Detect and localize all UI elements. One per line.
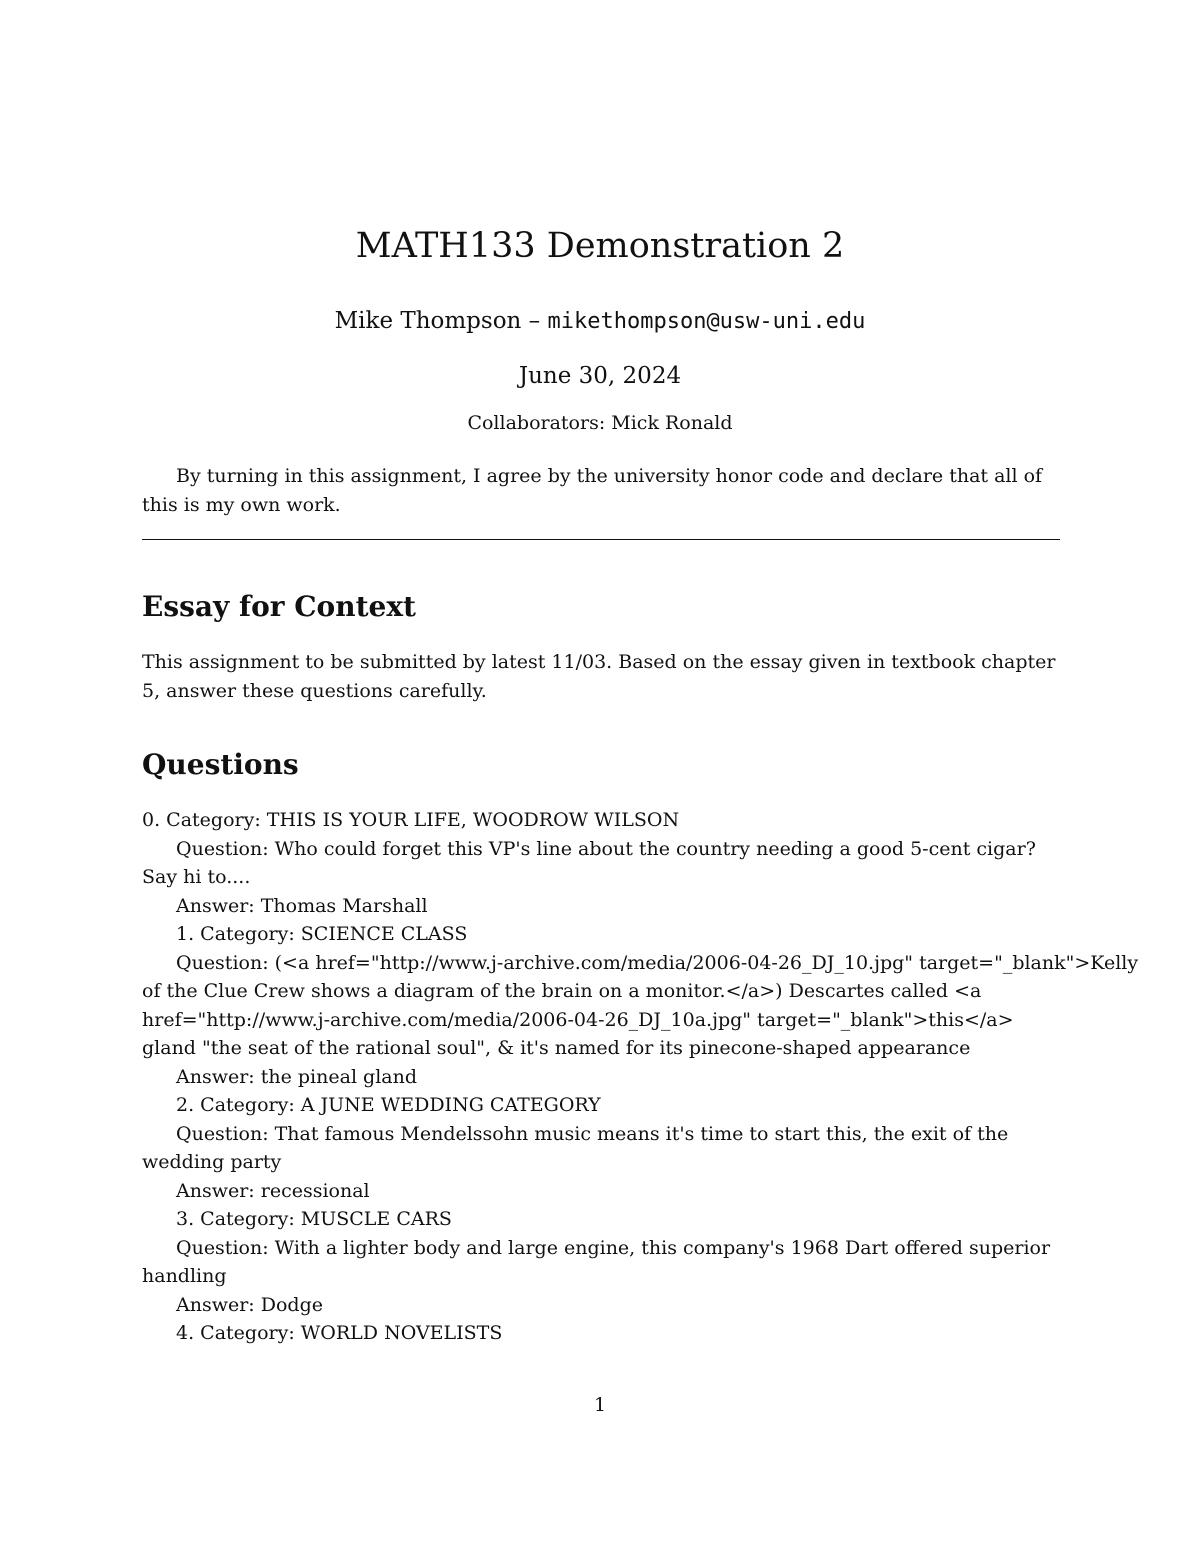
questions-list bbox=[142, 806, 1139, 1348]
section-heading-essay: Essay for Context bbox=[142, 590, 416, 623]
question-line: 1. Category: SCIENCE CLASS bbox=[176, 923, 468, 945]
author-separator: – bbox=[521, 308, 548, 334]
section-heading-questions: Questions bbox=[142, 748, 299, 781]
question-line: 3. Category: MUSCLE CARS bbox=[176, 1208, 452, 1230]
answer-line: Answer: recessional bbox=[176, 1179, 370, 1202]
question-line: Question: That famous Mendelssohn music means it's time to start this, the exit of the wedding party bbox=[142, 1122, 1009, 1173]
page-number: 1 bbox=[593, 1394, 607, 1416]
essay-paragraph: This assignment to be submitted by latest 11/03. Based on the essay given in textbook chapter 5, answer these questions carefully. bbox=[142, 651, 1056, 702]
document-title: MATH133 Demonstration 2 bbox=[355, 226, 845, 266]
question-line: Question: (<a href="http://www.j-archive.com/media/2006-04-26_DJ_10.jpg" target="_blank">Kelly bbox=[176, 951, 1139, 974]
question-line: 2. Category: A JUNE WEDDING CATEGORY bbox=[176, 1094, 601, 1116]
question-line: Question: With a lighter body and large engine, this company's 1968 Dart offered superior handling bbox=[142, 1236, 1051, 1287]
question-line: Question: Who could forget this VP's line about the country needing a good 5-cent cigar? Say hi to.... bbox=[142, 837, 1036, 888]
answer-line: Answer: Dodge bbox=[176, 1293, 323, 1316]
author-name: Mike Thompson bbox=[334, 308, 522, 334]
question-line: 0. Category: THIS IS YOUR LIFE, WOODROW WILSON bbox=[142, 809, 680, 831]
answer-line: Answer: Thomas Marshall bbox=[176, 894, 428, 917]
question-line: gland "the seat of the rational soul", & it's named for its pinecone-shaped appearance bbox=[142, 1037, 971, 1059]
author-line bbox=[0, 305, 1200, 338]
question-line: href="http://www.j-archive.com/media/2006-04-26_DJ_10a.jpg" target="_blank">this</a> bbox=[142, 1008, 1014, 1031]
collaborators: Collaborators: Mick Ronald bbox=[467, 412, 733, 434]
horizontal-rule bbox=[142, 539, 1060, 540]
honor-statement: By turning in this assignment, I agree by the university honor code and declare that all of this is my own work. bbox=[142, 465, 1043, 516]
answer-line: Answer: the pineal gland bbox=[176, 1065, 418, 1088]
document-date: June 30, 2024 bbox=[518, 363, 682, 389]
question-line: 4. Category: WORLD NOVELISTS bbox=[176, 1322, 503, 1344]
question-line: of the Clue Crew shows a diagram of the brain on a monitor.</a>) Descartes called <a bbox=[142, 980, 982, 1002]
author-email: mikethompson@usw-uni.edu bbox=[547, 309, 866, 334]
